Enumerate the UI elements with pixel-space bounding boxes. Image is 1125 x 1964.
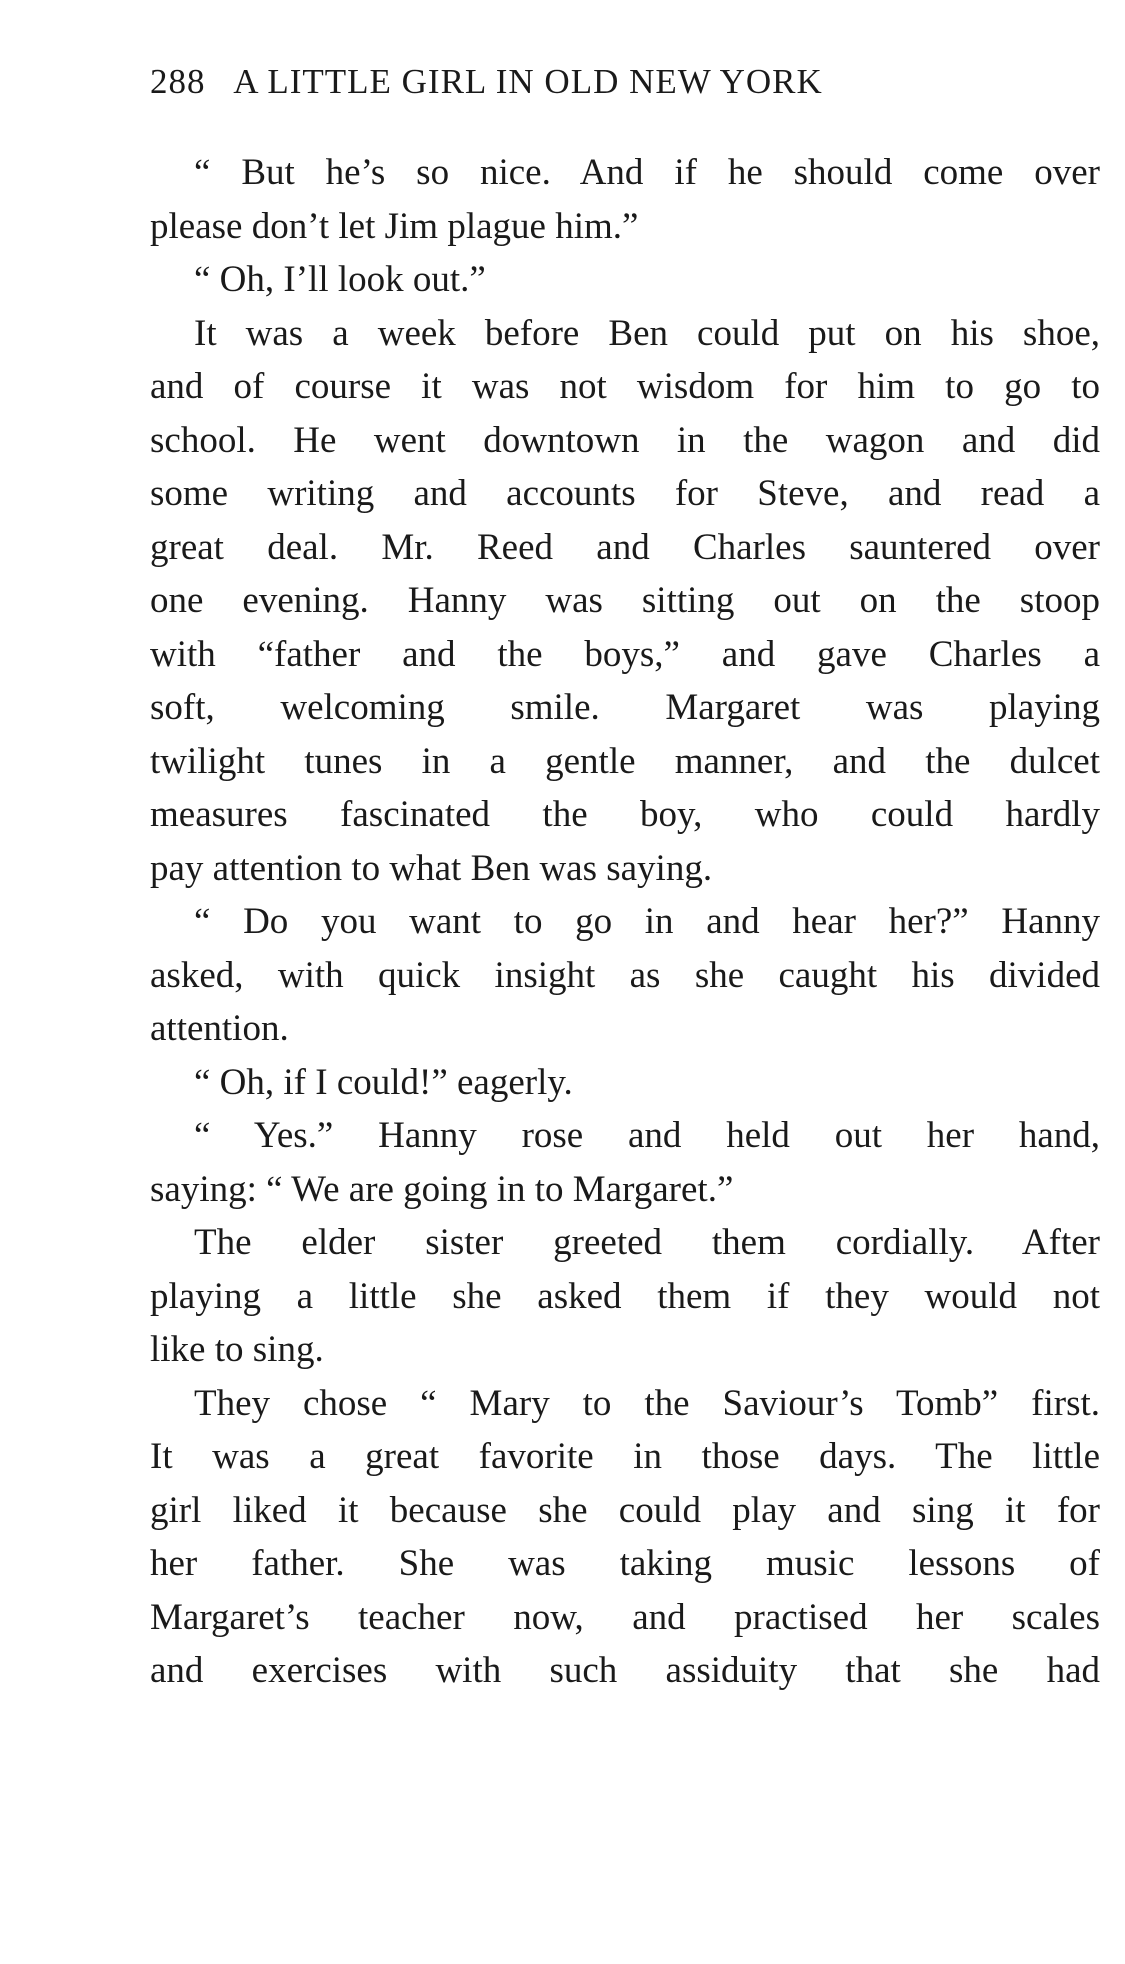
page-number: 288 [150,62,206,101]
text-line: playing a little she asked them if they would not [150,1275,1100,1317]
text-line: saying: “ We are going in to Margaret.” [150,1168,734,1210]
text-line: twilight tunes in a gentle manner, and the dulcet [150,740,1100,782]
text-line: her father. She was taking music lessons of [150,1543,1100,1584]
text-line: great deal. Mr. Reed and Charles sauntered over [150,526,1100,568]
text-line: and of course it was not wisdom for him to go to [150,366,1100,407]
text-line: “ Yes.” Hanny rose and held out her hand, [194,1115,1100,1156]
text-line: soft, welcoming smile. Margaret was playing [150,687,1100,728]
text-line: “ Oh, if I could!” eagerly. [194,1061,573,1103]
text-line: pay attention to what Ben was saying. [150,847,713,889]
text-line: “ Do you want to go in and hear her?” Hanny [194,901,1100,942]
text-line: “ Oh, I’ll look out.” [194,259,486,300]
text-line: like to sing. [150,1329,324,1370]
text-line: attention. [150,1008,289,1049]
text-line: Margaret’s teacher now, and practised her scales [150,1596,1100,1638]
text-line: “ But he’s so nice. And if he should come over [194,152,1100,193]
text-line: and exercises with such assiduity that she had [150,1650,1100,1691]
text-line: one evening. Hanny was sitting out on the stoop [150,580,1100,621]
text-line: with “father and the boys,” and gave Charles a [150,633,1100,675]
text-line: They chose “ Mary to the Saviour’s Tomb” first. [194,1382,1100,1424]
text-line: girl liked it because she could play and sing it for [150,1489,1100,1531]
text-line: It was a week before Ben could put on his shoe, [194,312,1100,354]
text-line: some writing and accounts for Steve, and read a [150,473,1100,514]
running-head [150,62,1030,106]
text-line: It was a great favorite in those days. The little [150,1436,1100,1477]
text-line: asked, with quick insight as she caught his divided [150,954,1100,996]
running-title: A LITTLE GIRL IN OLD NEW YORK [233,62,823,101]
text-line: please don’t let Jim plague him.” [150,205,639,247]
text-line: school. He went downtown in the wagon and did [150,419,1100,461]
text-line: The elder sister greeted them cordially. After [194,1222,1100,1263]
text-line: measures fascinated the boy, who could hardly [150,794,1100,835]
body-text [150,146,1100,1698]
